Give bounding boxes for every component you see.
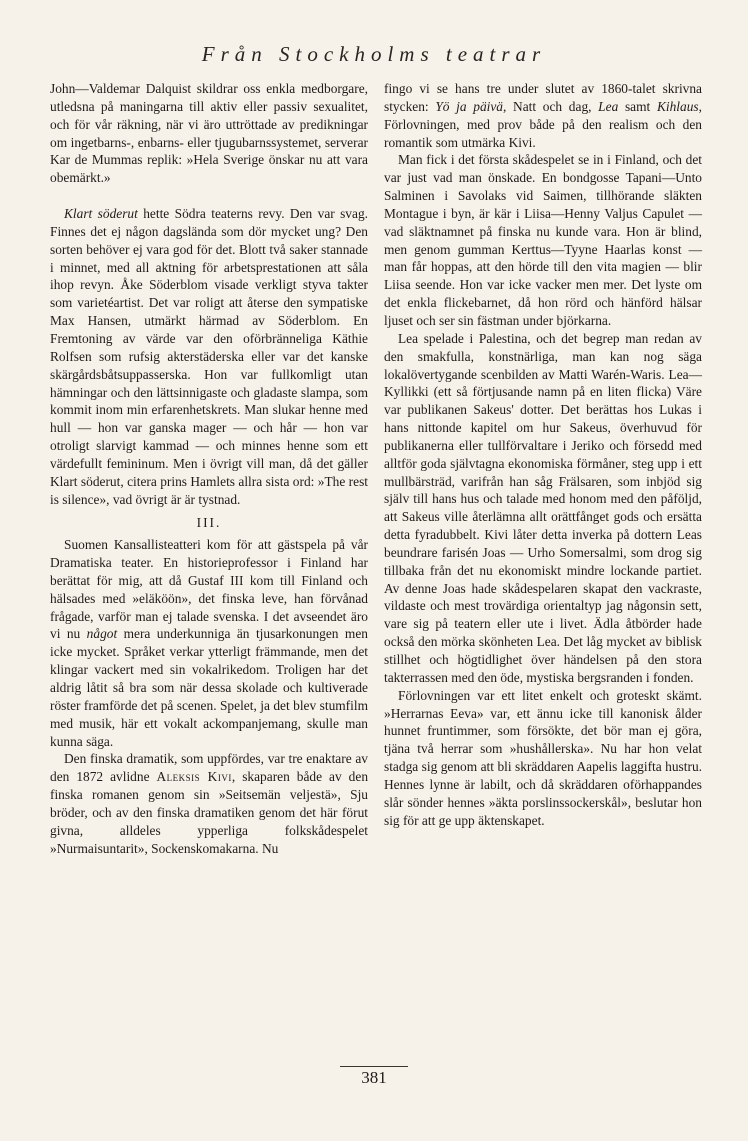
- author-name: Aleksis Kivi: [156, 769, 232, 785]
- folio-rule: [340, 1066, 408, 1067]
- paragraph: [50, 750, 368, 857]
- italic-title: Lea: [598, 98, 619, 114]
- running-head: Från Stockholms teatrar: [201, 42, 547, 66]
- paragraph: [384, 80, 702, 151]
- paragraph-text: samt: [618, 98, 657, 114]
- paragraph: Lea spelade i Palestina, och det begrep man redan av den smakfulla, konstnärliga, man kan nog säga lokalövertygande scenbilden av Matti Warén-Waris. Lea—Kyllikki (ett så förtjusande namn på en liten flicka) Väre var publikanen Sakeus' dotter. Det berättas hos Lukas i hans nittonde kapitel om hur Sakeus, överhuvud för publikanerna eller tullförvaltare i Jeriko och försedd med alltför goda självtagna ekonomiska förmåner, steg upp i ett mullbärsträd, varifrån han såg Frälsaren, som inbjöd sig själv till hans hus och talade med honom med den påföljd, att Sakeus ville återlämna allt orättfånget gods och ersätta detta fyradubbelt. Kivi låter detta inverka på dottern Leas beundrare farisén Joas — Urho Somersalmi, som drog sig tillbaka från det nu ekonomiskt mindre lockande partiet. Av denne Joas hade skådespelaren skapat den vackraste, vildaste och mest trovärdiga orientaltyp jag någonsin sett, vare sig på teatern eller ute i livet. Ädla åtbörder hade också den mörka skönheten Lea. Det låg mycket av biblisk stillhet och högtidlighet över händelsen på den stora takterrassen med den öde, mystiska bergsranden i fonden.: [384, 330, 702, 685]
- paragraph: Man fick i det första skådespelet se in i Finland, och det var just vad man önskade. En bondgosse Tapani—Unto Salminen i Savolaks vid Saimen, tillhörande släkten Montague i byn, är kär i Liisa—Henny Valjus Capulet — vad släktnamnet på finska nu kunde vara. Hon är blind, men genom gumman Kerttus—Tyyne Haarlas konst — man får hoppas, att den hörde till den vita magien — blir Liisa seende. Hon var icke vacker men mer. Det lyste om det enkla flickebarnet, då hon rörd och hänförd hälsar ljuset och ser sin fästman under björkarna.: [384, 152, 702, 328]
- paragraph-text: mera underkunniga än tjusarkonungen men icke mycket. Språket verkar ytterligt främmande, men det klingar vackert med sin vokalrikedom. Troligen har det aldrig låtit så bra som när dessa skolade och kultiverade röster framförde det på scenen. Spelet, ja det blev stumfilm med musik, här ett vokalt ackompanjemang, skulle man kunna säga.: [50, 626, 368, 749]
- paragraph-text: fingo vi se hans tre under slutet av 1860-talet skrivna stycken:: [384, 81, 702, 114]
- section-numeral: III.: [196, 515, 222, 531]
- page-number: 381: [361, 1068, 387, 1087]
- paragraph-text: , Förlovningen, med prov både på den realism och den romantik som utmärka Kivi.: [384, 98, 702, 150]
- italic-title: Klart söderut: [64, 206, 138, 222]
- paragraph: [50, 205, 368, 508]
- right-column: [384, 80, 702, 829]
- paragraph: [50, 536, 368, 750]
- italic-title: Kihlaus: [656, 98, 699, 114]
- italic-word: något: [86, 626, 118, 642]
- paragraph-text: hette Södra teaterns revy. Den var svag. Finnes det ej någon dagslända som dör mycket ung? Den sorten behöver ej vara god för det. Blott två saker stannade i minnet, med all aktning för arbetsprestationen att såla ihop revyn. Åke Söderblom visade verkligt styva takter som varietéartist. Det var roligt att återse den sympatiske Max Hansen, utmärkt härmad av Söderblom. En Fremtoning av värde var den oförbränneliga Käthie Rolfsen som rufsig akterstäderska eller var det kanske skärgårdsbåtsuppasserska. Hon var fullkomligt utan hämningar och den lättsinnigaste och gladaste slampa, som kommit inom min erfarenhetskrets. Man slukar henne med hull — hon var ganska mager — och hår — hon var otroligt slarvigt kammad — och minnes henne som ett värdefullt femininum. Men i övrigt vill man, då det gäller Klart söderut, citera prins Hamlets allra sista ord: »The rest is silence», vad övrigt är är tystnad.: [50, 206, 368, 507]
- paragraph-text: Suomen Kansallisteatteri kom för att gästspela på vår Dramatiska teater. En historieprofessor i Finland har berättat för mig, att då Gustaf III kom till Finland och hälsades med »eläköön», det finska leve, han förvånad frågade, varför man ej talade svenska. I det avseendet äro vi nu: [50, 537, 368, 642]
- left-column: [50, 80, 368, 857]
- paragraph-text: Den finska dramatik, som uppfördes, var tre enaktare av den 1872 avlidne: [50, 751, 368, 785]
- italic-title: Yö ja päivä: [435, 98, 503, 114]
- paragraph: Förlovningen var ett litet enkelt och groteskt skämt. »Herrarnas Eeva» var, ett ännu icke till kanonisk ålder hunnet fruntimmer, som försökte, det bör man ej göra, tjäna två herrar som »hushållerska». Nu har hon velat stadga sig genom att bli skräddaren Aapelis laggifta hustru. Hennes lynne är labilt, och då skräddaren oförhappandes slår sönder hennes »äkta porslinssockerskål», beslutar hon sig för att ge upp äktenskapet.: [384, 687, 702, 828]
- paragraph-text: , Natt och dag,: [503, 98, 599, 114]
- paragraph: John—Valdemar Dalquist skildrar oss enkla medborgare, utledsna på maningarna till aktiv eller passiv sexualitet, och för vår räkning, när vi äro uttröttade av predikningar om ingetbarns-, enbarns- eller tjugubarnssystemet, serverar Kar de Mummas replik: »Hela Sverige önskar nu att vara obemärkt.»: [50, 81, 368, 186]
- paragraph-text: , skaparen både av den finska romanen genom sin »Seitsemän veljestä», Sju bröder, och av den finska dramatiken genom det här förut givna, alldeles ypperliga folkskådespelet »Nurmaisuntarit», Sockenskomakarna. Nu: [50, 769, 369, 856]
